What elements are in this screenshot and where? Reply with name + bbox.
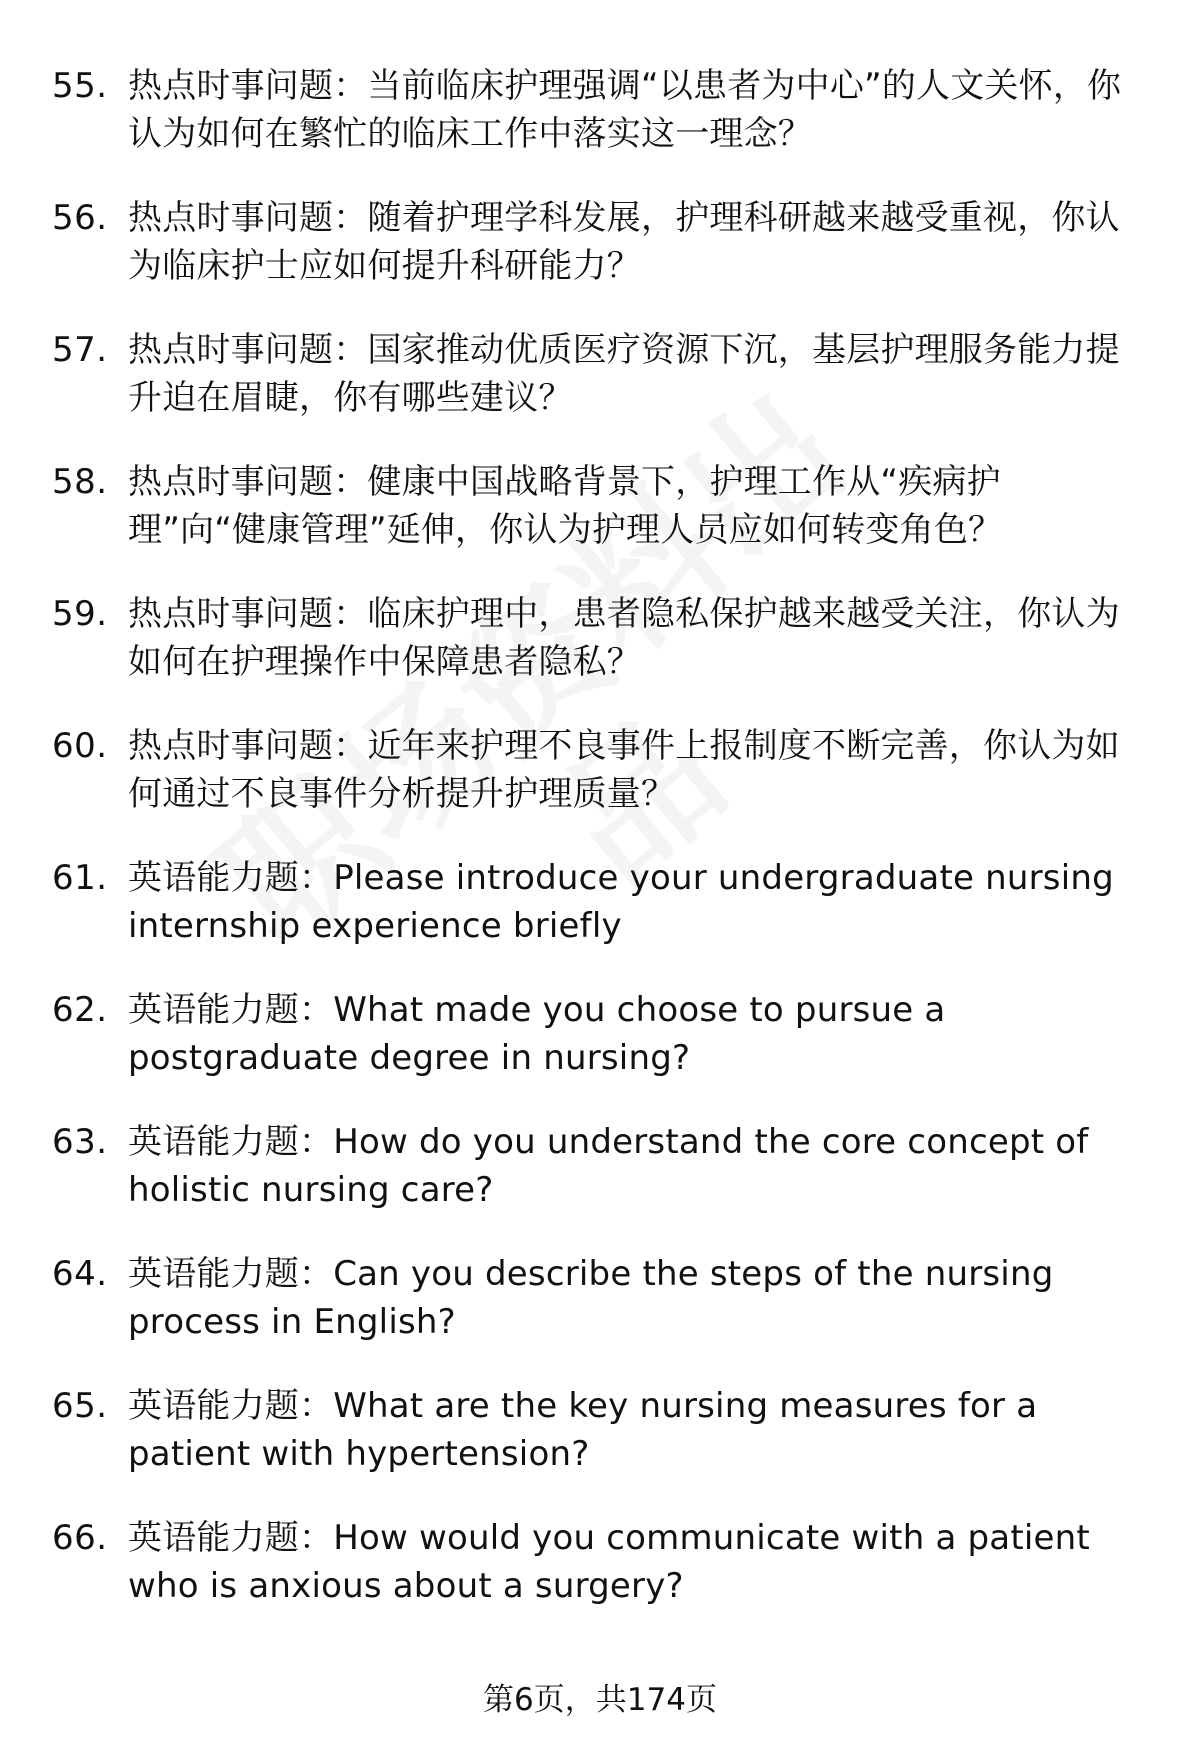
question-number: 57. [52, 330, 108, 370]
question-item [0, 1382, 1200, 1514]
question-text: 热点时事问题：随着护理学科发展，护理科研越来越受重视，你认为临床护士应如何提升科研能力？ [128, 198, 1120, 286]
question-item [0, 986, 1200, 1118]
question-text: 热点时事问题：国家推动优质医疗资源下沉，基层护理服务能力提升迫在眉睫，你有哪些建议？ [128, 330, 1120, 418]
question-number: 64. [52, 1254, 108, 1294]
question-item [0, 1514, 1200, 1646]
page-number-footer: 第6页，共174页 [483, 1682, 717, 1718]
question-text: 热点时事问题：健康中国战略背景下，护理工作从“疾病护理”向“健康管理”延伸，你认为护理人员应如何转变角色？ [128, 462, 1003, 550]
question-text: 英语能力题：Please introduce your undergraduate nursing internship experience briefly [128, 858, 1114, 946]
question-text: 热点时事问题：近年来护理不良事件上报制度不断完善，你认为如何通过不良事件分析提升护理质量？ [128, 726, 1120, 814]
question-text: 英语能力题：How would you communicate with a patient who is anxious about a surgery? [128, 1518, 1090, 1606]
question-item [0, 590, 1200, 722]
question-text: 英语能力题：How do you understand the core concept of holistic nursing care? [128, 1122, 1089, 1210]
question-number: 61. [52, 858, 108, 898]
question-text: 英语能力题：What made you choose to pursue a postgraduate degree in nursing? [128, 990, 946, 1078]
question-item [0, 194, 1200, 326]
question-number: 55. [52, 66, 108, 106]
question-number: 63. [52, 1122, 108, 1162]
question-number: 59. [52, 594, 108, 634]
question-item [0, 1250, 1200, 1382]
question-number: 66. [52, 1518, 108, 1558]
question-item [0, 1118, 1200, 1250]
question-item [0, 854, 1200, 986]
question-item [0, 458, 1200, 590]
question-text: 英语能力题：Can you describe the steps of the nursing process in English? [128, 1254, 1054, 1342]
question-text: 英语能力题：What are the key nursing measures for a patient with hypertension? [128, 1386, 1038, 1474]
question-text: 热点时事问题：当前临床护理强调“以患者为中心”的人文关怀，你认为如何在繁忙的临床工作中落实这一理念？ [128, 66, 1122, 154]
question-number: 56. [52, 198, 108, 238]
question-text: 热点时事问题：临床护理中，患者隐私保护越来越受关注，你认为如何在护理操作中保障患者隐私？ [128, 594, 1120, 682]
question-number: 60. [52, 726, 108, 766]
question-number: 62. [52, 990, 108, 1030]
question-number: 58. [52, 462, 108, 502]
question-list [0, 62, 1200, 1646]
question-item [0, 326, 1200, 458]
question-item [0, 722, 1200, 854]
question-number: 65. [52, 1386, 108, 1426]
question-item [0, 62, 1200, 194]
